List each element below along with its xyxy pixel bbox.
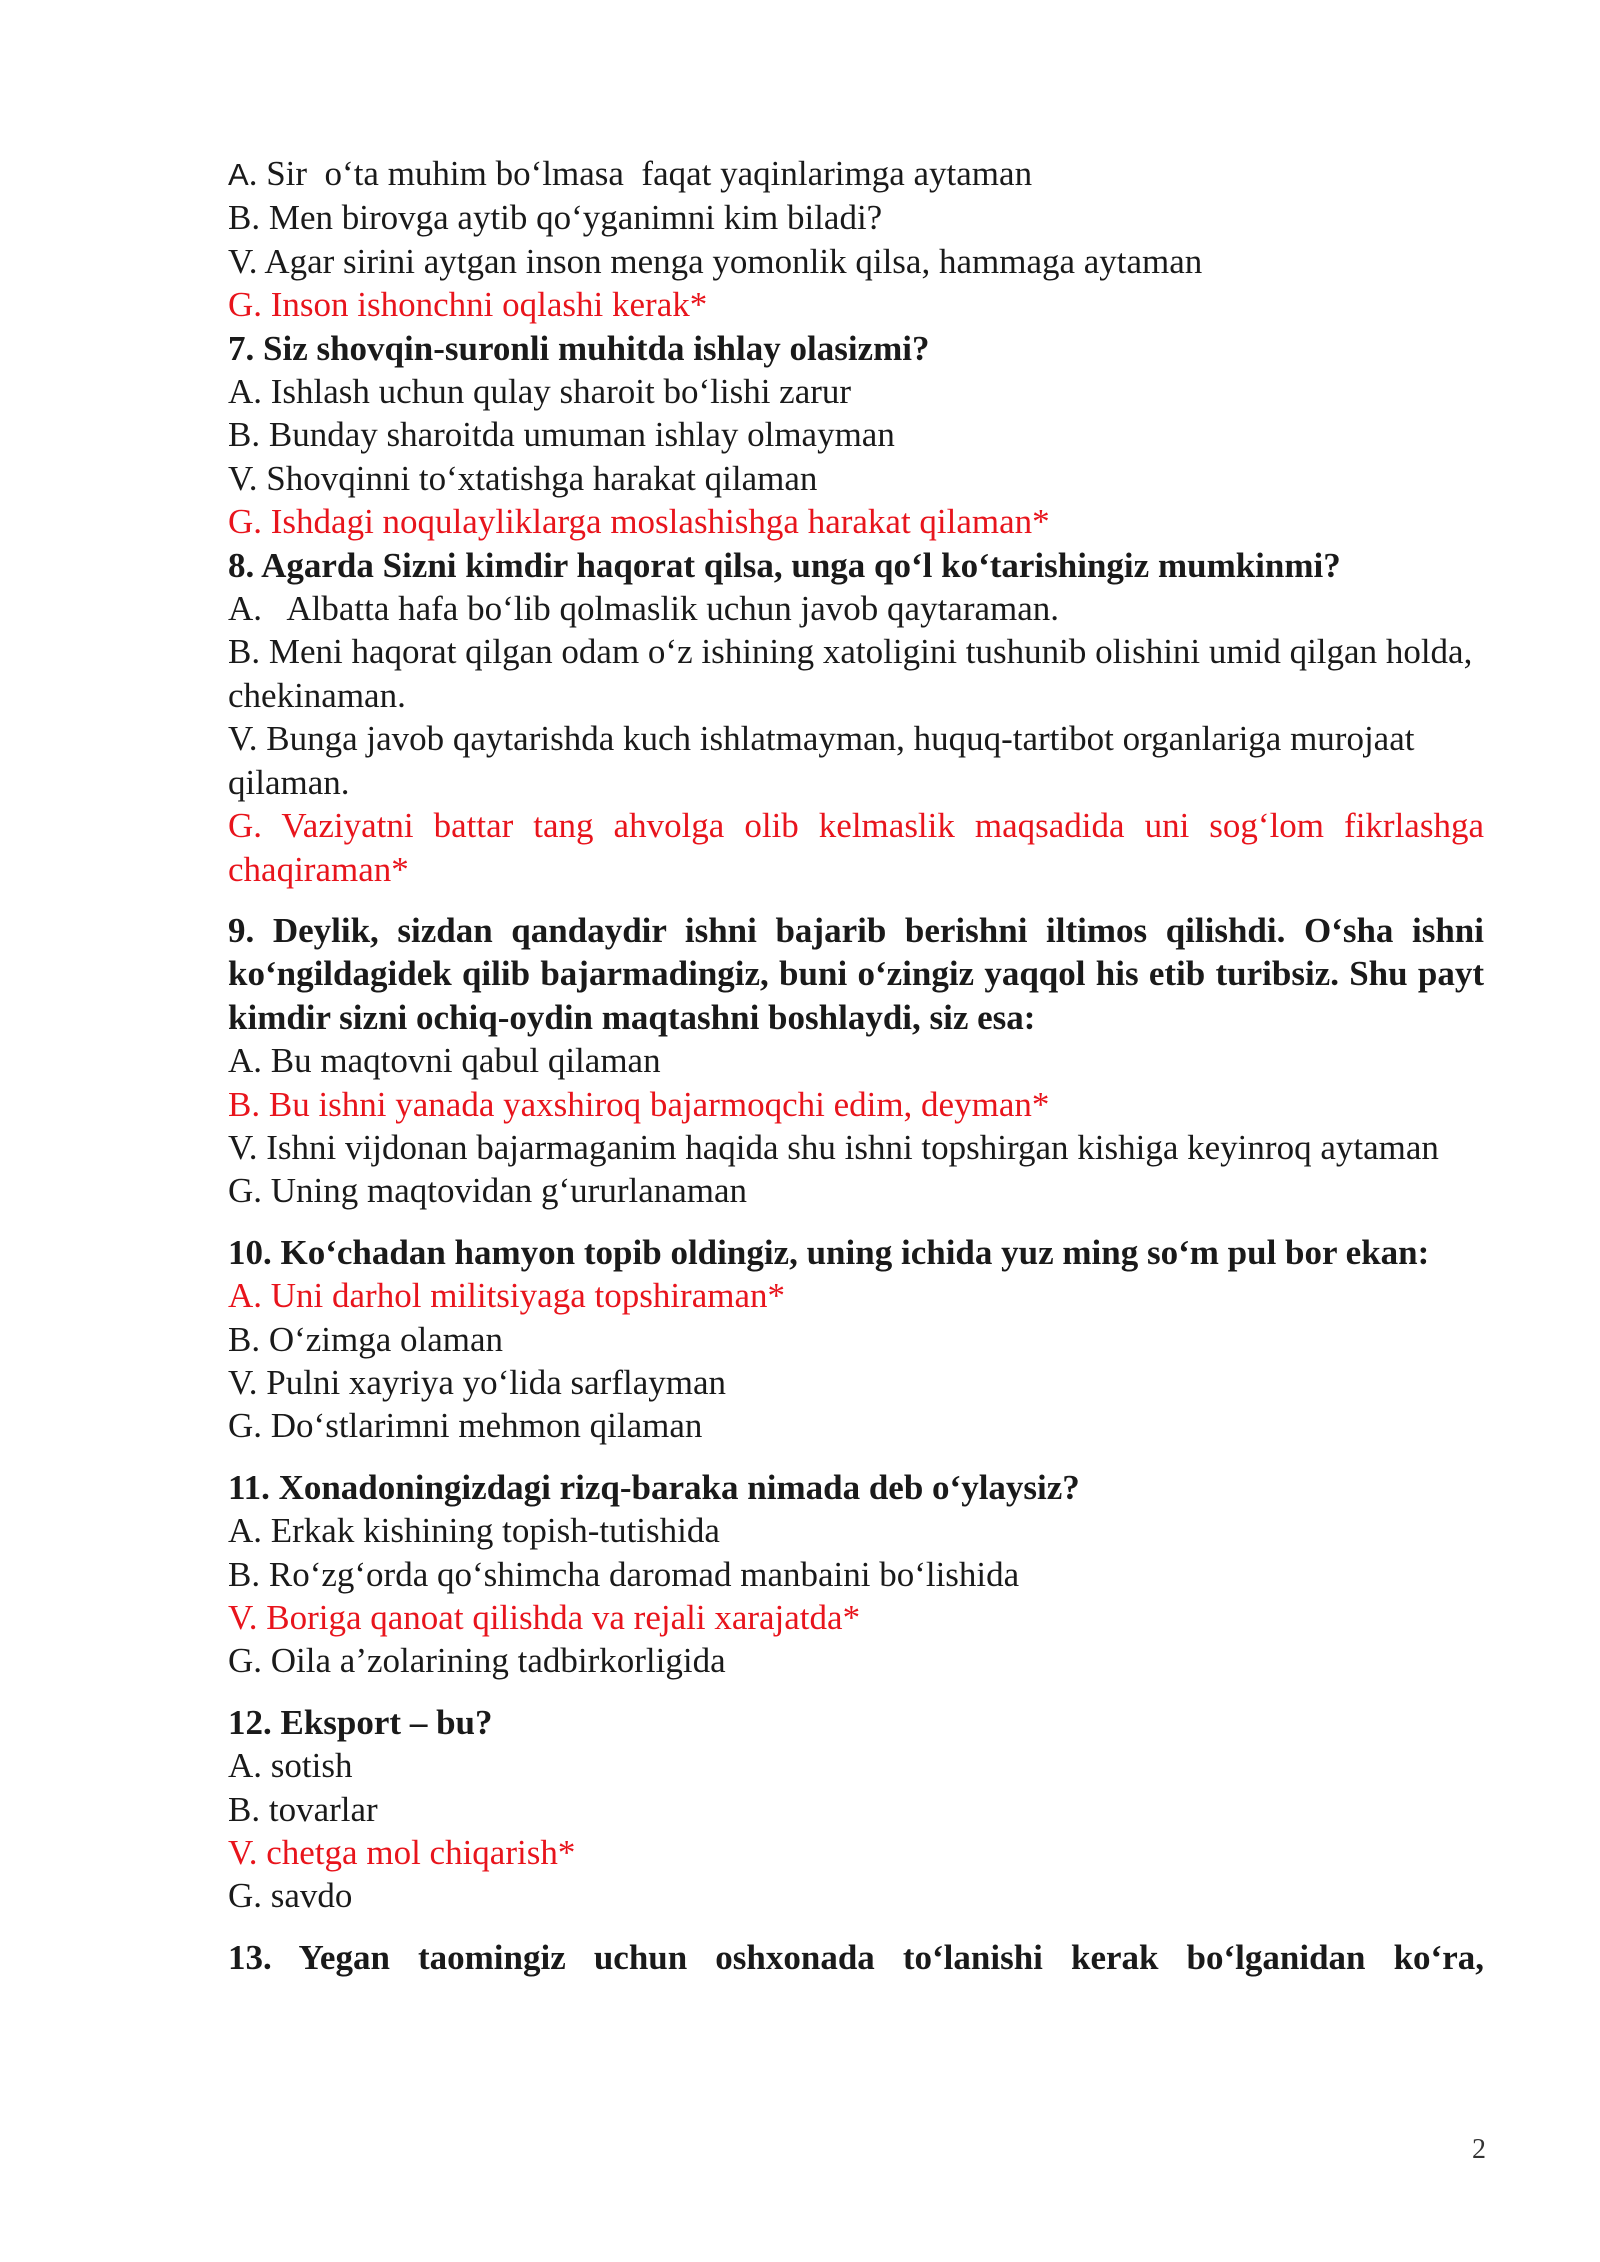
q7-option-b: B. Bunday sharoitda umuman ishlay olmayman [228,415,895,455]
question-9: 9. Deylik, sizdan qandaydir ishni bajarib berishni iltimos qilishdi. O‘sha ishni ko‘ngildagidek qilib bajarmadingiz, buni o‘zingiz yaqqol his etib turibsiz. Shu payt kimdir sizni ochiq-oydin maqtashni boshlaydi, siz esa: [228,910,1484,1037]
q7-option-v: V. Shovqinni to‘xtatishga harakat qilaman [228,458,818,498]
page-number: 2 [1472,2134,1486,2165]
option-a-letter: A [228,157,249,192]
q9-option-a: A. Bu maqtovni qabul qilaman [228,1041,661,1081]
q12-option-g: G. savdo [228,1876,353,1916]
q11-option-v-correct: V. Boriga qanoat qilishda va rejali xarajatda* [228,1598,861,1637]
q7-option-a: A. Ishlash uchun qulay sharoit bo‘lishi zarur [228,372,852,412]
q10-option-v: V. Pulni xayriya yo‘lida sarflayman [228,1362,726,1402]
q12-option-v-correct: V. chetga mol chiqarish* [228,1833,576,1873]
q11-option-g: G. Oila a’zolarining tadbirkorligida [228,1641,726,1681]
q8-option-a: A. Albatta hafa bo‘lib qolmaslik uchun javob qaytaraman. [228,589,1060,629]
q12-option-a: A. sotish [228,1746,353,1786]
q8-option-b: B. Meni haqorat qilgan odam o‘z ishining xatoligini tushunib olishini umid qilgan holda, chekinaman. [228,632,1473,715]
question-10: 10. Ko‘chadan hamyon topib oldingiz, uning ichida yuz ming so‘m pul bor ekan: [228,1232,1430,1272]
document-body [228,152,1484,1979]
q11-option-b: B. Ro‘zg‘orda qo‘shimcha daromad manbaini bo‘lishida [228,1554,1020,1594]
q9-option-v: V. Ishni vijdonan bajarmaganim haqida shu ishni topshirgan kishiga keyinroq aytaman [228,1127,1439,1167]
option-a-text: . Sir o‘ta muhim bo‘lmasa faqat yaqinlarimga aytaman [248,154,1033,193]
q10-option-a-correct: A. Uni darhol militsiyaga topshiraman* [228,1276,785,1316]
question-7: 7. Siz shovqin-suronli muhitda ishlay olasizmi? [228,328,930,368]
q11-option-a: A. Erkak kishining topish-tutishida [228,1511,720,1551]
q7-option-g-correct: G. Ishdagi noqulayliklarga moslashishga harakat qilaman* [228,502,1050,542]
q8-option-g-correct: G. Vaziyatni battar tang ahvolga olib kelmaslik maqsadida uni sog‘lom fikrlashga chaqiraman* [228,806,1484,889]
q10-option-b: B. O‘zimga olaman [228,1319,504,1359]
option-v: V. Agar sirini aytgan inson menga yomonlik qilsa, hammaga aytaman [228,241,1203,281]
question-11: 11. Xonadoningizdagi rizq-baraka nimada deb o‘ylaysiz? [228,1467,1080,1507]
q12-option-b: B. tovarlar [228,1789,378,1829]
option-b: B. Men birovga aytib qo‘yganimni kim biladi? [228,198,883,238]
question-12: 12. Eksport – bu? [228,1702,493,1742]
option-g-correct: G. Inson ishonchni oqlashi kerak* [228,285,708,325]
question-8: 8. Agarda Sizni kimdir haqorat qilsa, unga qo‘l ko‘tarishingiz mumkinmi? [228,545,1341,585]
q10-option-g: G. Do‘stlarimni mehmon qilaman [228,1406,703,1446]
q9-option-b-correct: B. Bu ishni yanada yaxshiroq bajarmoqchi edim, deyman* [228,1084,1050,1124]
q8-option-v: V. Bunga javob qaytarishda kuch ishlatmayman, huquq-tartibot organlariga murojaat qilaman. [228,719,1415,802]
q9-option-g: G. Uning maqtovidan g‘ururlanaman [228,1171,748,1211]
question-13: 13. Yegan taomingiz uchun oshxonada to‘lanishi kerak bo‘lganidan ko‘ra, [228,1937,1484,1977]
option-a [228,152,1484,196]
